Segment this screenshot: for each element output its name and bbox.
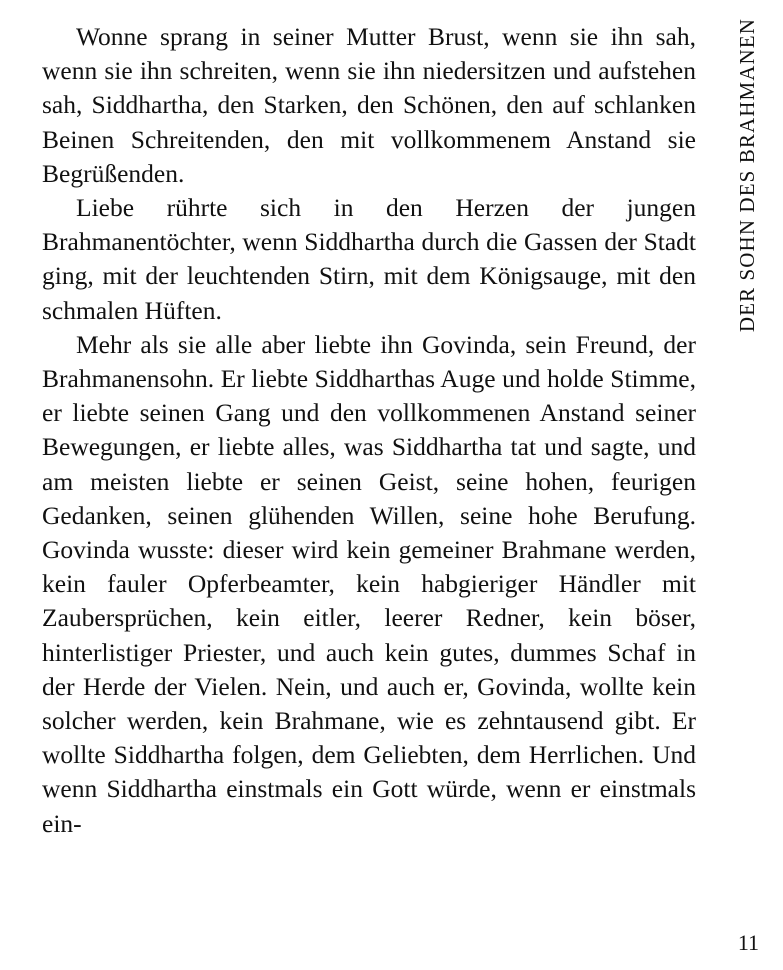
- body-text-column: [42, 20, 696, 841]
- paragraph: Liebe rührte sich in den Herzen der jungen Brahmanentöchter, wenn Siddhartha durch die Gassen der Stadt ging, mit der leuchtenden Stirn, mit dem Königsauge, mit den schmalen Hüften.: [42, 193, 696, 325]
- page-number: 11: [737, 930, 759, 955]
- running-head: [727, 18, 767, 438]
- paragraph: Wonne sprang in seiner Mutter Brust, wenn sie ihn sah, wenn sie ihn schreiten, wenn sie ihn niedersitzen und aufstehen sah, Siddhartha, den Starken, den Schönen, den auf schlanken Beinen Schreitenden, den mit vollkommenem Anstand sie Begrüßenden.: [42, 22, 696, 188]
- paragraph: Mehr als sie alle aber liebte ihn Govinda, sein Freund, der Brahmanensohn. Er liebte Siddharthas Auge und holde Stimme, er liebte seinen Gang und den vollkommenen Anstand seiner Bewegungen, er liebte alles, was Siddhartha tat und sagte, und am meisten liebte er seinen Geist, seine hohen, feurigen Gedanken, seinen glühenden Willen, seine hohe Berufung. Govinda wusste: dieser wird kein gemeiner Brahmane werden, kein fauler Opferbeamter, kein habgieriger Händler mit Zaubersprüchen, kein eitler, leerer Redner, kein böser, hinterlistiger Priester, und auch kein gutes, dummes Schaf in der Herde der Vielen. Nein, und auch er, Govinda, wollte kein solcher werden, kein Brahmane, wie es zehntausend gibt. Er wollte Siddhartha folgen, dem Geliebten, dem Herrlichen. Und wenn Siddhartha einstmals ein Gott würde, wenn er einstmals ein-: [42, 329, 696, 838]
- running-head-label: DER SOHN DES BRAHMANEN: [734, 18, 759, 333]
